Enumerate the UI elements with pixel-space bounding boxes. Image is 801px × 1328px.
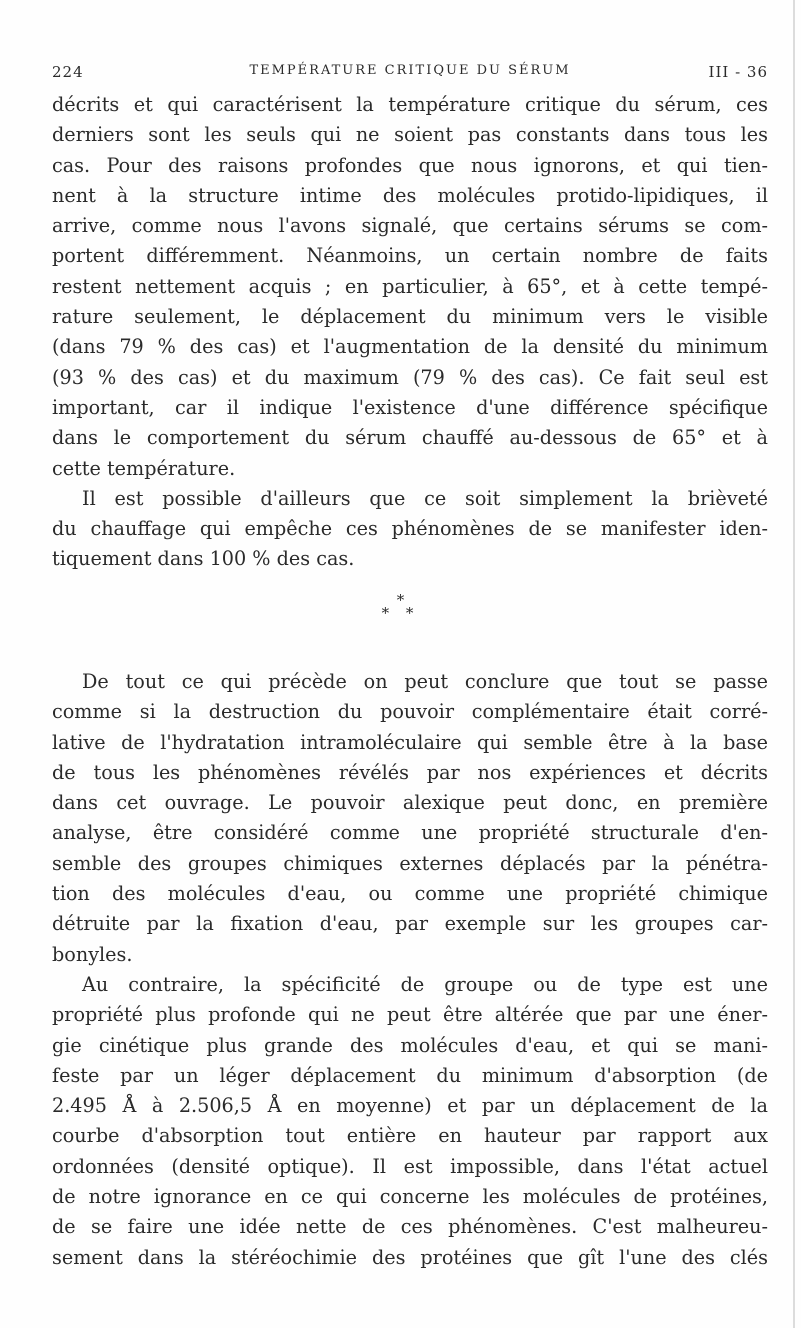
text-line: (dans 79 % des cas) et l'augmentation de la densité du minimum [52, 335, 768, 359]
text-line: portent différemment. Néanmoins, un certain nombre de faits [52, 244, 768, 268]
text-line: restent nettement acquis ; en particulier, à 65°, et à cette tempé- [52, 274, 768, 298]
text-line: de notre ignorance en ce qui concerne les molécules de protéines, [52, 1185, 768, 1209]
running-title: TEMPÉRATURE CRITIQUE DU SÉRUM [249, 63, 571, 78]
asterism-bottom: * * [381, 604, 420, 622]
text-line: dans cet ouvrage. Le pouvoir alexique peut donc, en première [52, 791, 768, 815]
paragraph-continued [52, 90, 768, 484]
text-line: derniers sont les seuls qui ne soient pas constants dans tous les [52, 123, 768, 147]
text-line: De tout ce qui précède on peut conclure que tout se passe [82, 670, 768, 693]
text-line: tiquement dans 100 % des cas. [52, 547, 355, 571]
text-line: décrits et qui caractérisent la température critique du sérum, ces [52, 93, 768, 116]
running-header [52, 63, 768, 87]
text-line: nent à la structure intime des molécules protido-lipidiques, il [52, 183, 768, 207]
text-line: (93 % des cas) et du maximum (79 % des cas). Ce fait seul est [52, 365, 768, 389]
text-block-lower [52, 667, 768, 1273]
text-line: du chauffage qui empêche ces phénomènes de se manifester iden- [52, 517, 768, 541]
text-line: bonyles. [52, 942, 133, 966]
text-line: comme si la destruction du pouvoir complémentaire était corré- [52, 700, 768, 724]
text-line: détruite par la fixation d'eau, par exemple sur les groupes car- [52, 912, 768, 936]
paragraph-conclusion [52, 667, 768, 970]
text-line: feste par un léger déplacement du minimum d'absorption (de [52, 1063, 768, 1087]
text-line: analyse, être considéré comme une propriété structurale d'en- [52, 821, 768, 845]
paragraph-brevity [52, 484, 768, 575]
text-line: cette température. [52, 456, 236, 480]
text-line: 2.495 Å à 2.506,5 Å en moyenne) et par un déplacement de la [52, 1094, 768, 1118]
text-line: rature seulement, le déplacement du minimum vers le visible [52, 305, 768, 329]
text-line: courbe d'absorption tout entière en hauteur par rapport aux [52, 1124, 768, 1148]
text-line: tion des molécules d'eau, ou comme une propriété chimique [52, 882, 768, 906]
text-line: arrive, comme nous l'avons signalé, que certains sérums se com- [52, 214, 768, 238]
text-line: Il est possible d'ailleurs que ce soit simplement la brièveté [82, 486, 768, 510]
text-line: lative de l'hydratation intramoléculaire qui semble être à la base [52, 730, 768, 754]
page-edge [793, 0, 795, 1328]
signature-mark: III - 36 [708, 63, 768, 81]
text-line: dans le comportement du sérum chauffé au-dessous de 65° et à [52, 426, 768, 450]
text-line: important, car il indique l'existence d'une différence spécifique [52, 395, 768, 419]
page-number: 224 [52, 63, 84, 81]
text-line: Au contraire, la spécificité de groupe ou de type est une [82, 972, 768, 996]
text-line: propriété plus profonde qui ne peut être altérée que par une éner- [52, 1003, 768, 1027]
text-line: gie cinétique plus grande des molécules d'eau, et qui se mani- [52, 1033, 768, 1057]
text-line: ordonnées (densité optique). Il est impossible, dans l'état actuel [52, 1154, 768, 1178]
paragraph-specificity [52, 970, 768, 1273]
text-line: sement dans la stéréochimie des protéines que gît l'une des clés [52, 1245, 768, 1269]
asterism-top: * [396, 591, 405, 609]
text-line: semble des groupes chimiques externes déplacés par la pénétra- [52, 851, 768, 875]
text-block-upper [52, 90, 768, 575]
text-line: de tous les phénomènes révélés par nos expériences et décrits [52, 760, 768, 784]
text-line: cas. Pour des raisons profondes que nous ignorons, et qui tien- [52, 153, 768, 177]
text-line: de se faire une idée nette de ces phénomènes. C'est malheureu- [52, 1215, 768, 1239]
